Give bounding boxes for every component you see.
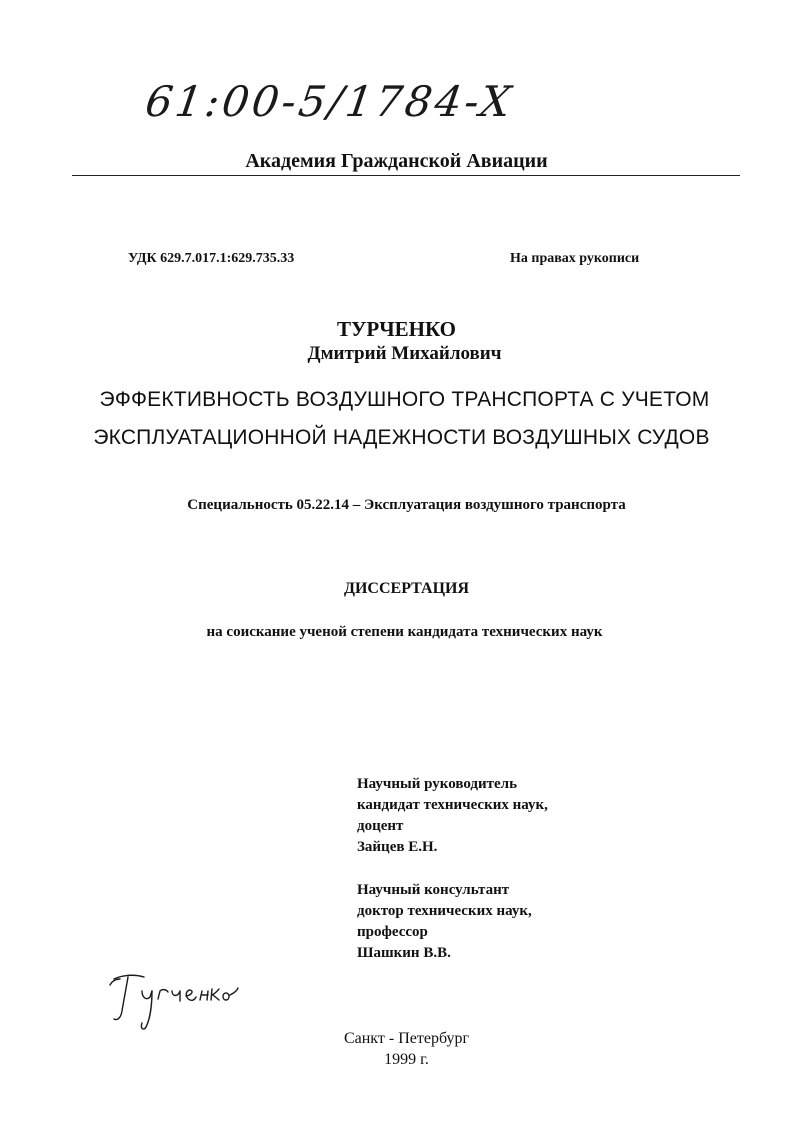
header-divider xyxy=(72,175,740,176)
city: Санкт - Петербург xyxy=(343,1030,470,1047)
supervisor-rank: доцент xyxy=(357,818,404,834)
author-surname: ТУРЧЕНКО xyxy=(336,317,457,341)
archive-number-text: 61:00-5/1784-X xyxy=(142,77,517,126)
manuscript-rights: На правах рукописи xyxy=(510,251,640,266)
author-signature xyxy=(100,965,240,1035)
year: 1999 г. xyxy=(384,1051,429,1068)
udk-code: УДК 629.7.017.1:629.735.33 xyxy=(128,251,295,266)
institution-name: Академия Гражданской Авиации xyxy=(245,150,548,172)
consultant-name: Шашкин В.В. xyxy=(357,945,451,961)
degree-sought: на соискание ученой степени кандидата технических наук xyxy=(206,624,603,640)
consultant-role: Научный консультант xyxy=(357,882,510,898)
consultant-rank: профессор xyxy=(357,924,428,940)
consultant-block xyxy=(357,880,532,964)
archive-number xyxy=(142,72,517,132)
document-type: ДИССЕРТАЦИЯ xyxy=(343,580,470,597)
author-given-names: Дмитрий Михайлович xyxy=(307,343,502,364)
specialty: Специальность 05.22.14 – Эксплуатация воздушного транспорта xyxy=(187,497,626,513)
thesis-title-line-1: ЭФФЕКТИВНОСТЬ ВОЗДУШНОГО ТРАНСПОРТА С УЧЕТОМ xyxy=(99,388,710,411)
supervisor-role: Научный руководитель xyxy=(357,776,517,792)
supervisor-block xyxy=(357,774,548,858)
supervisor-name: Зайцев Е.Н. xyxy=(357,839,438,855)
thesis-title-line-2: ЭКСПЛУАТАЦИОННОЙ НАДЕЖНОСТИ ВОЗДУШНЫХ СУДОВ xyxy=(93,426,710,449)
supervisor-degree: кандидат технических наук, xyxy=(357,797,548,813)
consultant-degree: доктор технических наук, xyxy=(357,903,532,919)
